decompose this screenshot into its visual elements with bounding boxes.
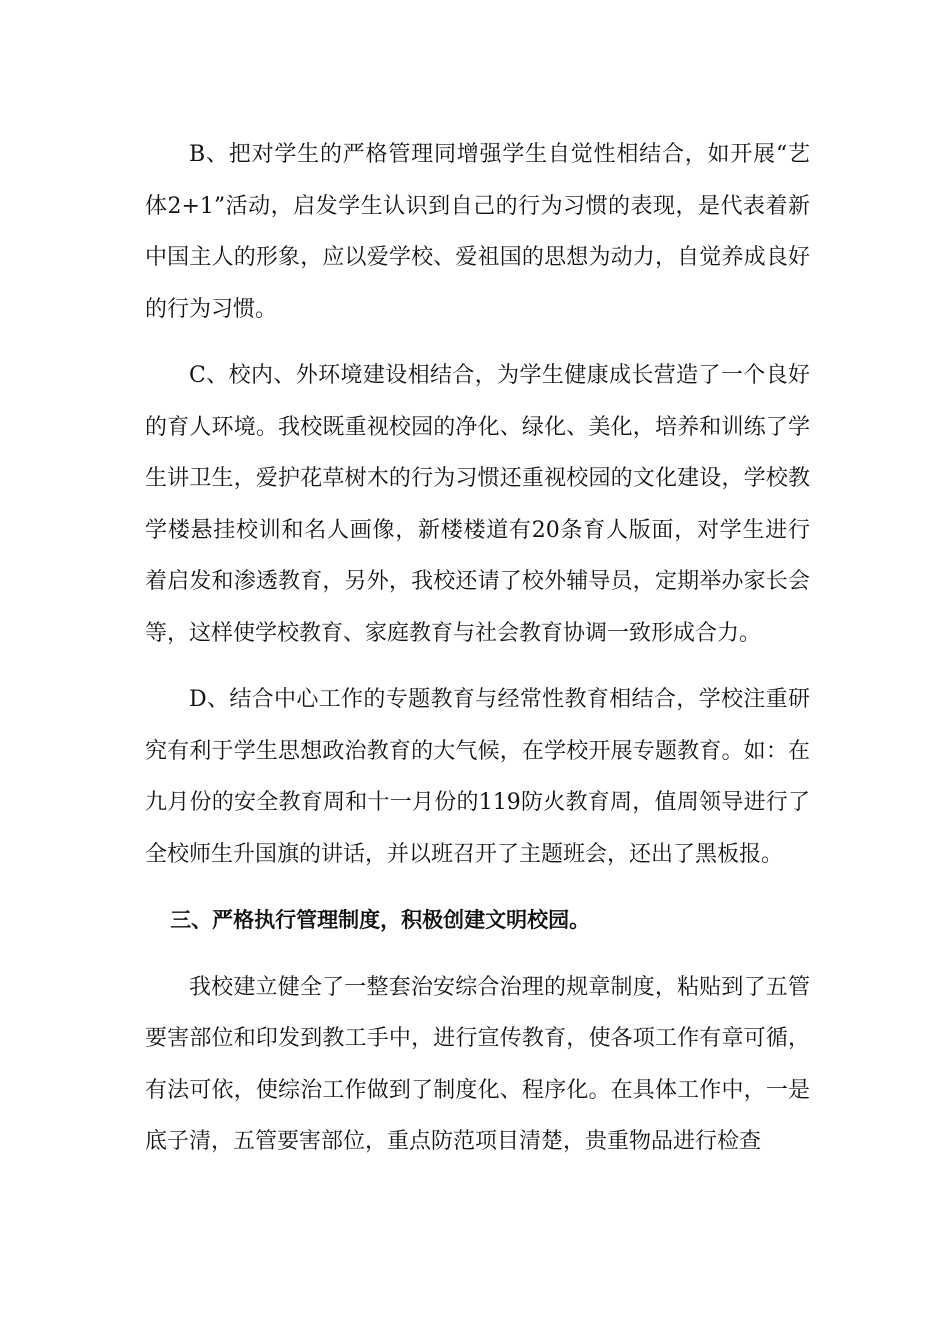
document-body bbox=[145, 129, 810, 1168]
paragraph-gap bbox=[145, 880, 810, 895]
paragraph-b: B、把对学生的严格管理同增强学生自觉性相结合，如开展“艺体2+1”活动，启发学生认识到自己的行为习惯的表现，是代表着新中国主人的形象，应以爱学校、爱祖国的思想为动力，自觉养成良好的行为习惯。 bbox=[145, 142, 810, 322]
paragraph-gap bbox=[145, 659, 810, 674]
paragraph-gap bbox=[145, 947, 810, 962]
section-heading: 三、严格执行管理制度，积极创建文明校园。 bbox=[170, 908, 591, 932]
paragraph-gap bbox=[145, 335, 810, 350]
section-paragraph: 我校建立健全了一整套治安综合治理的规章制度，粘贴到了五管要害部位和印发到教工手中，进行宣传教育，使各项工作有章可循，有法可依，使综治工作做到了制度化、程序化。在具体工作中，一是底子清，五管要害部位，重点防范项目清楚，贵重物品进行检查 bbox=[145, 974, 810, 1154]
paragraph-d: D、结合中心工作的专题教育与经常性教育相结合，学校注重研究有利于学生思想政治教育的大气候，在学校开展专题教育。如：在九月份的安全教育周和十一月份的119防火教育周，值周领导进行了全校师生升国旗的讲话，并以班召开了主题班会，还出了黑板报。 bbox=[145, 687, 810, 867]
paragraph-c: C、校内、外环境建设相结合，为学生健康成长营造了一个良好的育人环境。我校既重视校园的净化、绿化、美化，培养和训练了学生讲卫生，爱护花草树木的行为习惯还重视校园的文化建设，学校教学楼悬挂校训和名人画像，新楼楼道有20条育人版面，对学生进行着启发和渗透教育，另外，我校还请了校外辅导员，定期举办家长会等，这样使学校教育、家庭教育与社会教育协调一致形成合力。 bbox=[145, 363, 810, 646]
